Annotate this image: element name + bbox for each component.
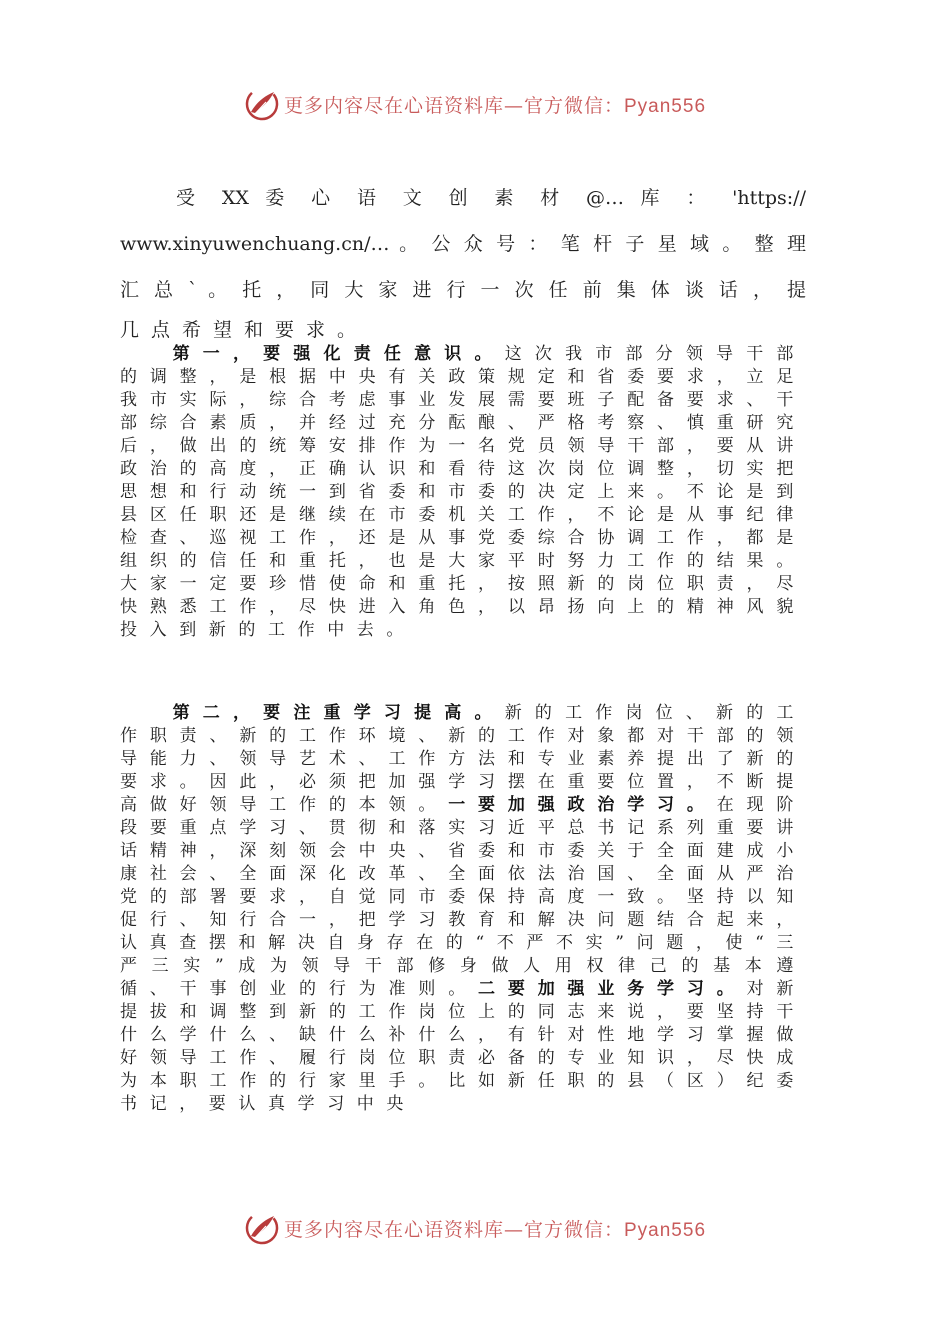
section-body: 对新提拔和调整到新的工作岗位上的同志来说，要坚持干什么学什么、缺什么补什么，有针对性地学习掌握做好领导工作、履行岗位职责必备的专业知识，尽快成为本职工作的行家里手。比如新任职的县（区）纪委书记，要认真学习中央 <box>120 979 806 1114</box>
intro-line: 汇 总 ` 。 托 ， 同 大 家 进 行 一 次 任 前 集 体 谈 话 ， 提 <box>120 279 806 301</box>
section-learning <box>120 702 806 1172</box>
section-body: 在现阶段要重点学习、贯彻和落实习近平总书记系列重要讲话精神，深刻领会中央、省委和市委关于全面建成小康社会、全面深化改革、全面依法治国、全面从严治党的部署要求，自觉同市委保持高度一致。坚持以知促行、知行合一，把学习教育和解决问题结合起来，认真查摆和解决自身存在的“不严不实”问题，使“三严三实”成为领导干部修身做人用权律己的基本遵循、干事创业的行为准则。 <box>120 795 806 999</box>
quill-logo-icon <box>244 86 280 122</box>
watermark-label: 更多内容尽在心语资料库—官方微信： <box>283 94 624 117</box>
watermark-label: 更多内容尽在心语资料库—官方微信： <box>283 1218 624 1241</box>
subheading-political-study: 一要加强政治学习。 <box>448 795 717 815</box>
section-heading: 第二，要注重学习提高。 <box>172 703 505 723</box>
intro-line: 受 XX 委 心 语 文 创 素 材 @… 库 ： 'https:// <box>176 187 806 209</box>
wechat-id: Pyan556 <box>624 95 707 117</box>
section-responsibility <box>120 343 806 693</box>
footer-watermark-banner <box>0 1208 950 1248</box>
quill-logo-icon <box>244 1210 280 1246</box>
watermark-text <box>284 1215 706 1242</box>
wechat-id: Pyan556 <box>624 1219 707 1241</box>
intro-paragraph <box>120 175 806 347</box>
section-body: 新的工作岗位、新的工作职责、新的工作环境、新的工作对象都对干部的领导能力、领导艺术、工作方法和专业素养提出了新的要求。因此，必须把加强学习摆在重要位置，不断提高做好领导工作的本领。 <box>120 703 806 815</box>
header-watermark-banner <box>0 84 950 124</box>
subheading-business-study: 二要加强业务学习。 <box>478 979 747 999</box>
watermark-text <box>284 91 706 118</box>
section-body: 这次我市部分领导干部的调整，是根据中央有关政策规定和省委要求，立足我市实际，综合考虑事业发展需要班子配备要求、干部综合素质，并经过充分酝酿、严格考察、慎重研究后，做出的统筹安排作为一名党员领导干部，要从讲政治的高度，正确认识和看待这次岗位调整，切实把思想和行动统一到省委和市委的决定上来。不论是到县区任职还是继续在市委机关工作，不论是从事纪律检查、巡视工作，还是从事党委综合协调工作，都是组织的信任和重托，也是大家平时努力工作的结果。大家一定要珍惜使命和重托，按照新的岗位职责，尽快熟悉工作，尽快进入角色，以昂扬向上的精神风貌投入到新的工作中去。 <box>120 344 806 640</box>
intro-line: 几点希望和要求。 <box>120 319 369 341</box>
section-heading: 第一，要强化责任意识。 <box>172 344 505 364</box>
intro-line: www.xinyuwenchuang.cn/… 。 公 众 号 ： 笔 杆 子 星 域 。 整 理 <box>120 233 806 255</box>
